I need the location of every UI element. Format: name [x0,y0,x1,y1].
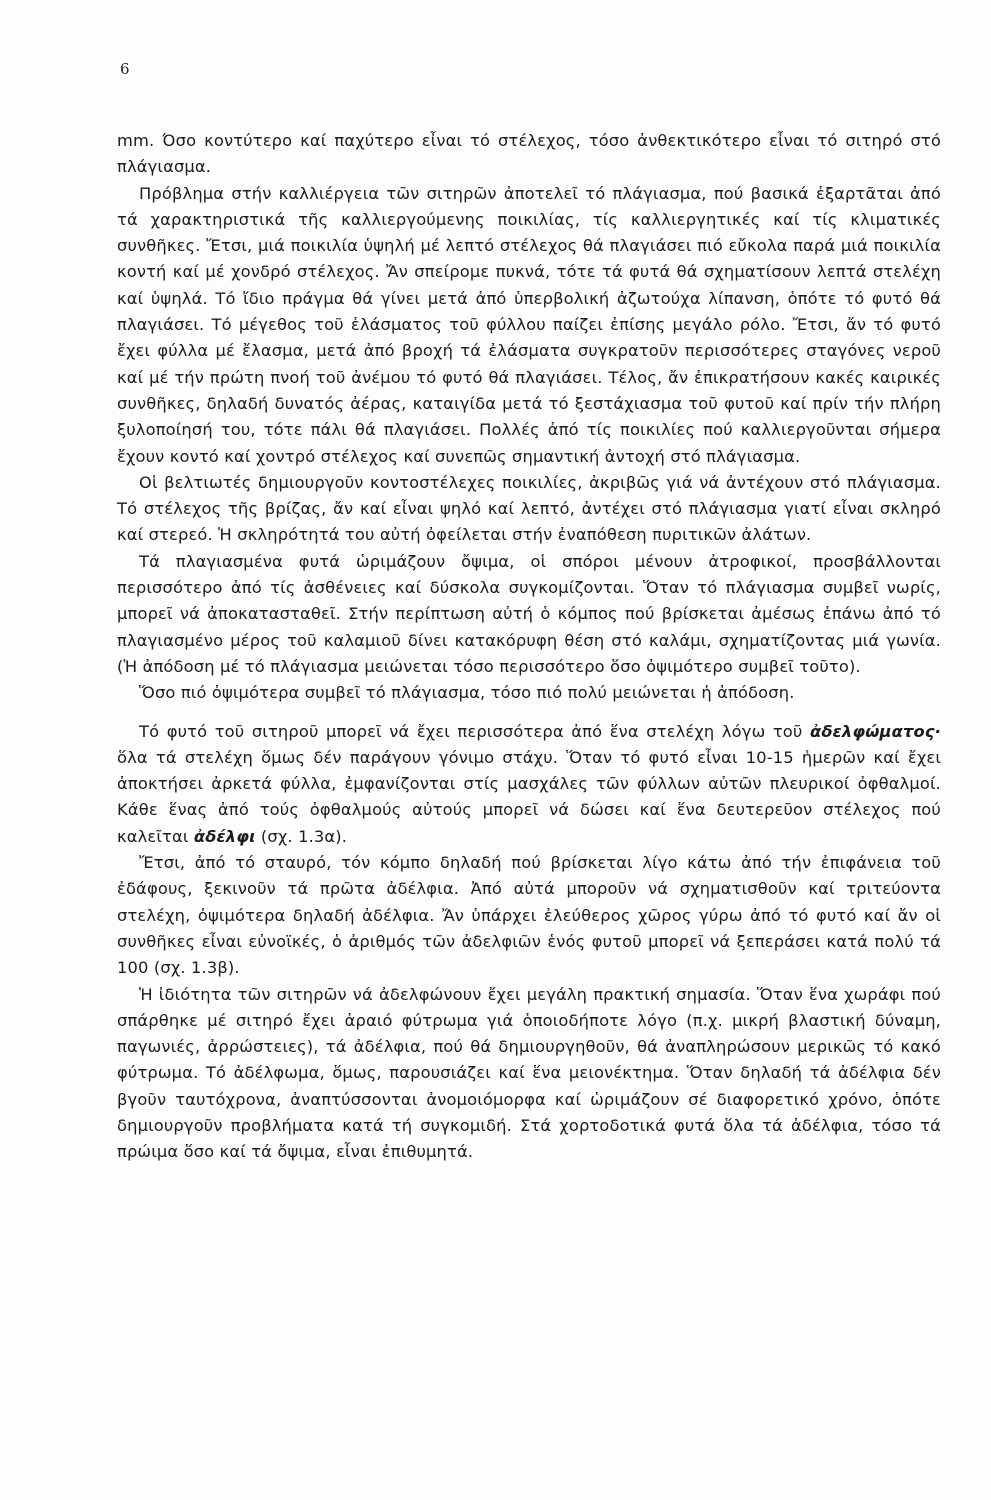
paragraph-yield-reduction: Ὅσο πιό ὀψιμότερα συμβεῖ τό πλάγιασμα, τόσο πιό πολύ μειώνεται ἡ ἀπόδοση. [139,683,795,703]
paragraph-lodging-causes: Πρόβλημα στήν καλλιέργεια τῶν σιτηρῶν ἀποτελεῖ τό πλάγιασμα, πού βασικά ἐξαρτᾶται ἀπό τά χαρακτηριστικά τῆς καλλιεργούμενης ποικιλίας, τίς καλλιεργητικές καί τίς κλιματικές συνθῆκες. Ἔτσι, μιά ποικιλία ὑψηλή μέ λεπτό στέλεχος θά πλαγιάσει πιό εὔκολα παρά μιά ποικιλία κοντή καί μέ χονδρό στέλεχος. Ἄν σπείρομε πυκνά, τότε τά φυτά θά σχηματίσουν λεπτά στελέχη καί ὑψηλά. Τό ἴδιο πράγμα θά γίνει μετά ἀπό ὑπερβολική ἀζωτούχα λίπανση, ὁπότε τό φυτό θά πλαγιάσει. Τό μέγεθος τοῦ ἐλάσματος τοῦ φύλλου παίζει ἐπίσης μεγάλο ρόλο. Ἔτσι, ἄν τό φυτό ἔχει φύλλα μέ ἔλασμα, μετά ἀπό βροχή τά ἐλάσματα συγκρατοῦν περισσότερες σταγόνες νεροῦ καί μέ τήν πρώτη πνοή τοῦ ἀνέμου τό φυτό θά πλαγιάσει. Τέλος, ἄν ἐπικρατήσουν κακές καιρικές συνθῆκες, δηλαδή δυνατός ἀέρας, καταιγίδα μετά τό ξεστάχιασμα τοῦ φυτοῦ καί πρίν τήν πλήρη ξυλοποίησή του, τότε πάλι θά πλαγιάσει. Πολλές ἀπό τίς ποικιλίες πού καλλιεργοῦνται σήμερα ἔχουν κοντό καί χοντρό στέλεχος καί συνεπῶς σημαντική ἀντοχή στό πλάγιασμα. [117,183,941,466]
paragraph-tillering-importance: Ἡ ἰδιότητα τῶν σιτηρῶν νά ἀδελφώνουν ἔχει μεγάλη πρακτική σημασία. Ὅταν ἕνα χωράφι πού σπάρθηκε μέ σιτηρό ἔχει ἀραιό φύτρωμα γιά ὁποιοδήποτε λόγο (π.χ. μικρή βλαστική δύναμη, παγωνιές, ἀρρώστειες), τά ἀδέλφια, πού θά δημιουργηθοῦν, θά ἀναπληρώσουν μερικῶς τό κακό φύτρωμα. Τό ἀδέλφωμα, ὅμως, παρουσιάζει καί ἕνα μειονέκτημα. Ὅταν δηλαδή τά ἀδέλφια δέν βγοῦν ταυτόχρονα, ἀναπτύσσονται ἀνομοιόμορφα καί ὡριμάζουν σέ διαφορετικό χρόνο, ὁπότε δημιουργοῦν προβλήματα κατά τή συγκομιδή. Στά χορτοδοτικά φυτά ὅλα τά ἀδέλφια, τόσο τά πρώιμα ὅσο καί τά ὄψιμα, εἶναι ἐπιθυμητά. [117,984,941,1162]
paragraph-tiller-origin: Ἔτσι, ἀπό τό σταυρό, τόν κόμπο δηλαδή πού βρίσκεται λίγο κάτω ἀπό τήν ἐπιφάνεια τοῦ ἐδάφους, ξεκινοῦν τά πρῶτα ἀδέλφια. Ἀπό αὐτά μποροῦν νά σχηματισθοῦν καί τριτεύοντα στελέχη, ὀψιμότερα δηλαδή ἀδέλφια. Ἄν ὑπάρχει ἐλεύθερος χῶρος γύρω ἀπό τό φυτό καί ἄν οἱ συνθῆκες εἶναι εὐνοϊκές, ὁ ἀριθμός τῶν ἀδελφιῶν ἑνός φυτοῦ μπορεῖ νά ξεπεράσει κατά πολύ τά 100 (σχ. 1.3β). [117,853,941,978]
page-number: 6 [120,60,130,78]
term-tillering: ἀδελφώματος· [810,721,942,741]
term-tiller: ἀδέλφι [193,826,256,846]
tillering-text-after: (σχ. 1.3α). [260,826,348,846]
body-text [117,128,941,1166]
paragraph-continuation: mm. Όσο κοντύτερο καί παχύτερο εἶναι τό στέλεχος, τόσο ἀνθεκτικότερο εἶναι τό σιτηρό στό πλάγιασμα. [117,131,941,177]
tillering-text-before: Τό φυτό τοῦ σιτηροῦ μπορεῖ νά ἔχει περισσότερα ἀπό ἕνα στελέχη λόγω τοῦ [139,721,803,741]
paragraph-lodged-plants: Τά πλαγιασμένα φυτά ὡριμάζουν ὄψιμα, οἱ σπόροι μένουν ἀτροφικοί, προσβάλλονται περισσότερο ἀπό τίς ἀσθένειες καί δύσκολα συγκομίζονται. Ὅταν τό πλάγιασμα συμβεῖ νωρίς, μπορεῖ νά ἀποκατασταθεῖ. Στήν περίπτωση αὐτή ὁ κόμπος πού βρίσκεται ἀμέσως ἐπάνω ἀπό τό πλαγιασμένο μέρος τοῦ καλαμιοῦ δίνει κατακόρυφη θέση στό καλάμι, σχηματίζοντας μιά γωνία. (Ἡ ἀπόδοση μέ τό πλάγιασμα μειώνεται τόσο περισσότερο ὅσο ὀψιμότερο συμβεῖ τοῦτο). [117,551,941,676]
tillering-text-middle: ὅλα τά στελέχη ὅμως δέν παράγουν γόνιμο στάχυ. Ὅταν τό φυτό εἶναι 10-15 ἡμερῶν καί ἔχει ἀποκτήσει ἀρκετά φύλλα, ἐμφανίζονται στίς μασχάλες τῶν φύλλων αὐτῶν πλευρικοί ὀφθαλμοί. Κάθε ἕνας ἀπό τούς ὀφθαλμούς αὐτούς μπορεῖ νά δώσει καί ἕνα δευτερεῦον στέλεχος πού καλεῖται [117,747,941,846]
paragraph-breeders: Οἱ βελτιωτές δημιουργοῦν κοντοστέλεχες ποικιλίες, ἀκριβῶς γιά νά ἀντέχουν στό πλάγιασμα. Τό στέλεχος τῆς βρίζας, ἄν καί εἶναι ψηλό καί λεπτό, ἀντέχει στό πλάγιασμα γιατί εἶναι σκληρό καί στερεό. Ἡ σκληρότητά του αὐτή ὀφείλεται στήν ἐναπόθεση πυριτικῶν ἀλάτων. [117,472,941,545]
paragraph-tillering [117,719,941,850]
